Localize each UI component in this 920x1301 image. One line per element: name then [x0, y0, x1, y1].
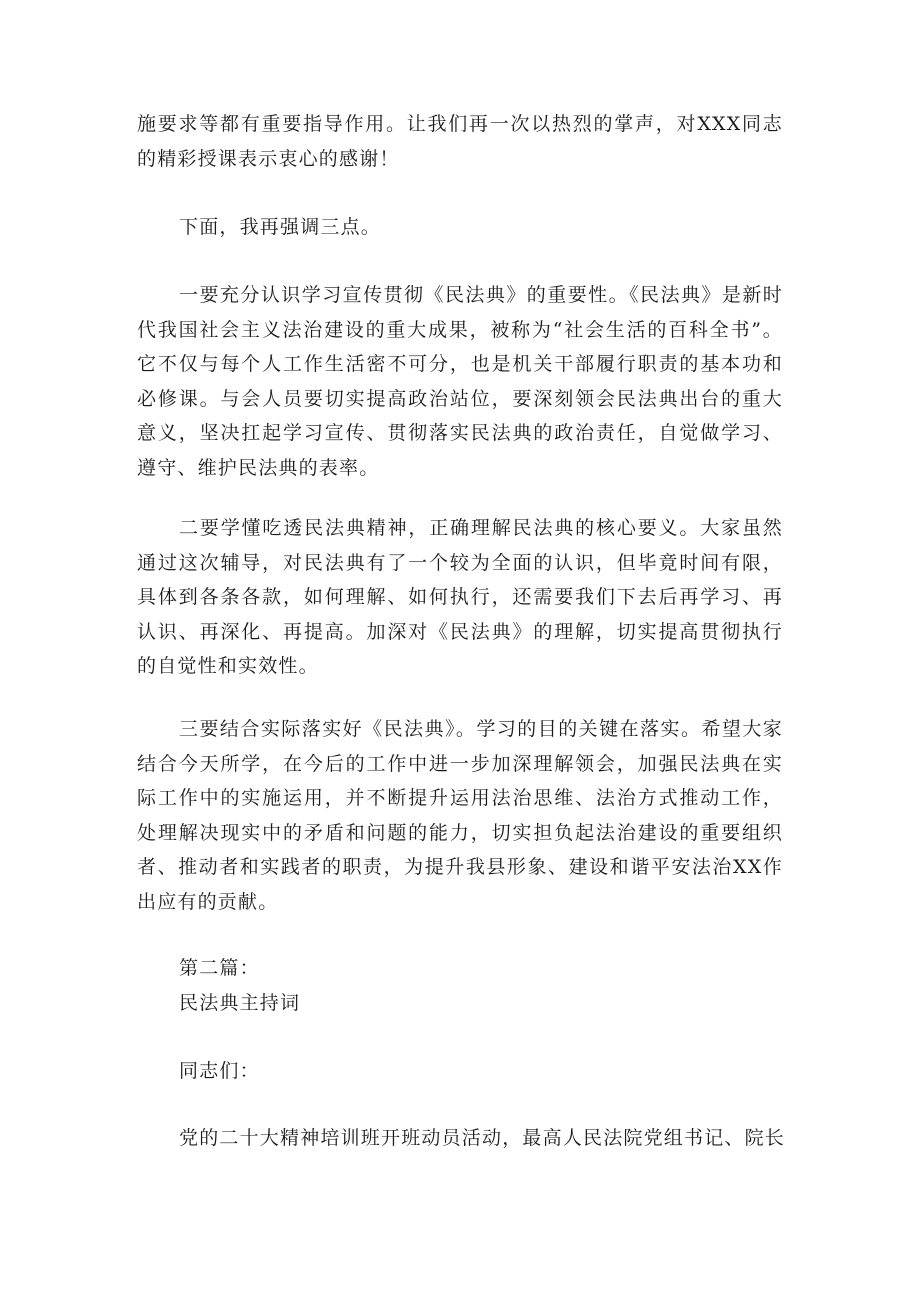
section-label: 第二篇： — [179, 957, 260, 979]
paragraph-point-one: 一要充分认识学习宣传贯彻《民法典》的重要性。《民法典》是新时代我国社会主义法治建设的重大成果，被称为“社会生活的百科全书”。它不仅与每个人工作生活密不可分，也是机关干部履行职责的基本功和必修课。与会人员要切实提高政治站位，要深刻领会民法典出台的重大意义，坚决扛起学习宣传、贯彻落实民法典的政治责任，自觉做学习、遵守、维护民法典的表率。 — [137, 284, 783, 479]
paragraph-opening-remarks: 党的二十大精神培训班开班动员活动，最高人民法院党组书记、院长 — [179, 1127, 786, 1149]
paragraph-three-points-intro: 下面，我再强调三点。 — [179, 216, 382, 238]
paragraph-closing-thanks: 施要求等都有重要指导作用。让我们再一次以热烈的掌声，对XXX同志的精彩授课表示衷心的感谢！ — [137, 113, 783, 170]
greeting: 同志们： — [179, 1060, 260, 1082]
section-title: 民法典主持词 — [179, 992, 301, 1014]
paragraph-point-three: 三要结合实际落实好《民法典》。学习的目的关键在落实。希望大家结合今天所学，在今后的工作中进一步加深理解领会，加强民法典在实际工作中的实施运用，并不断提升运用法治思维、法治方式推动工作，处理解决现实中的矛盾和问题的能力，切实担负起法治建设的重要组织者、推动者和实践者的职责，为提升我县形象、建设和谐平安法治XX作出应有的贡献。 — [137, 718, 783, 913]
paragraph-point-two: 二要学懂吃透民法典精神，正确理解民法典的核心要义。大家虽然通过这次辅导，对民法典有了一个较为全面的认识，但毕竟时间有限，具体到各条各款，如何理解、如何执行，还需要我们下去后再学习、再认识、再深化、再提高。加深对《民法典》的理解，切实提高贯彻执行的自觉性和实效性。 — [137, 517, 783, 678]
